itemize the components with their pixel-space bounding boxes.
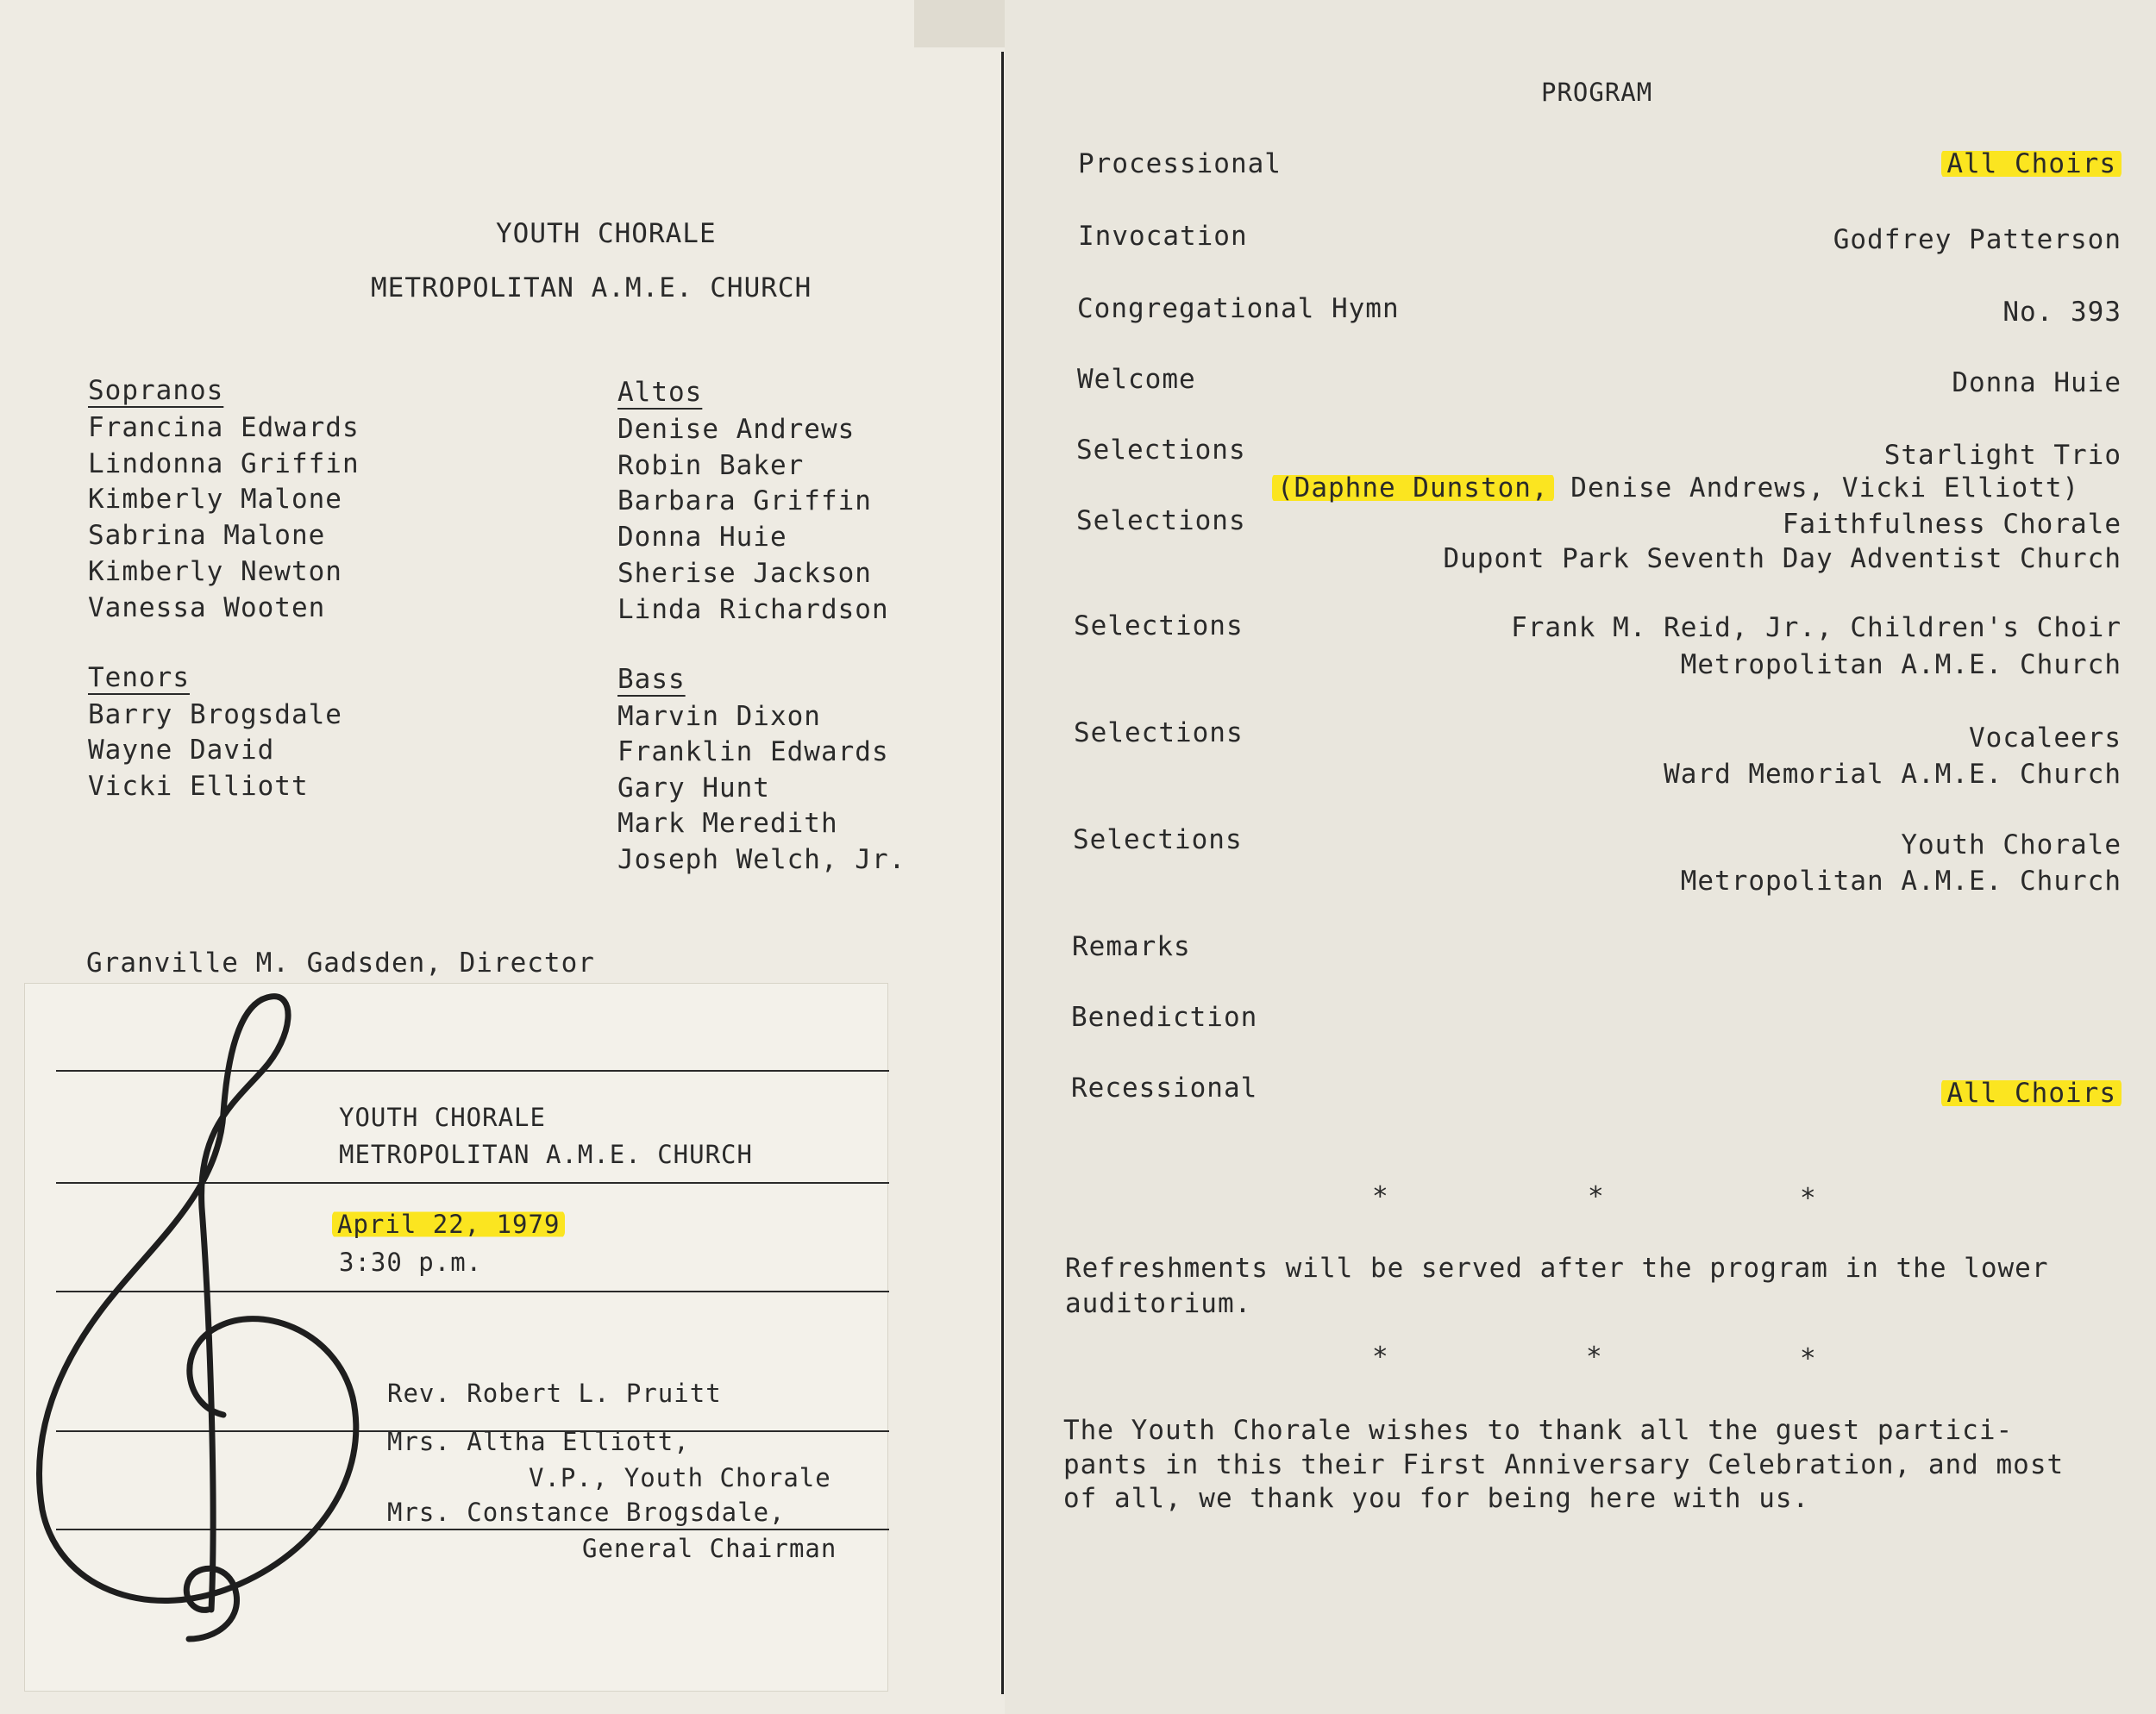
all-choirs-highlight: All Choirs [1941,1078,2122,1109]
program-item-church: Dupont Park Seventh Day Adventist Church [1443,543,2122,574]
sopranos-heading: Sopranos [88,375,224,406]
tenor-name: Barry Brogsdale [88,699,342,730]
alto-name: Donna Huie [617,522,787,553]
soprano-name: Kimberly Malone [88,484,342,515]
program-item-performer: Faithfulness Chorale [1782,509,2122,540]
tenors-heading: Tenors [88,662,190,693]
alto-name: Sherise Jackson [617,558,872,589]
pastor-name: Rev. Robert L. Pruitt [387,1379,722,1408]
alto-name: Linda Richardson [617,594,889,625]
asterisk-separator: * [1588,1181,1605,1212]
card-title: YOUTH CHORALE [339,1103,546,1132]
left-title: YOUTH CHORALE [496,218,717,249]
thanks-note: of all, we thank you for being here with us. [1063,1483,1810,1514]
event-time: 3:30 p.m. [339,1248,483,1277]
bass-name: Marvin Dixon [617,701,821,732]
soprano-name: Lindonna Griffin [88,448,360,479]
soprano-name: Sabrina Malone [88,520,326,551]
program-item-performer: No. 393 [2002,297,2122,328]
event-date-highlight: April 22, 1979 [332,1210,565,1239]
program-item-label: Congregational Hymn [1077,293,1400,324]
trio-members-rest: Denise Andrews, Vicki Elliott) [1553,472,2080,504]
program-item-label: Selections [1076,505,1246,536]
program-item-label: Selections [1073,824,1243,855]
program-item-label: Benediction [1071,1002,1258,1033]
program-item-performer: Youth Chorale [1901,829,2122,860]
program-item-label: Selections [1076,435,1246,466]
altos-heading: Altos [617,377,703,408]
program-item-label: Processional [1078,148,1282,179]
left-subtitle: METROPOLITAN A.M.E. CHURCH [371,272,812,303]
program-item-performer: Starlight Trio [1883,440,2122,471]
thanks-note: The Youth Chorale wishes to thank all the guest partici- [1063,1415,2014,1446]
refreshments-note: auditorium. [1065,1288,1252,1319]
program-item-performer [1941,148,2122,179]
program-item-label: Selections [1074,610,1244,641]
program-item-church: Ward Memorial A.M.E. Church [1664,759,2122,790]
bass-name: Joseph Welch, Jr. [617,844,906,875]
bass-heading: Bass [617,664,686,695]
bass-name: Mark Meredith [617,808,838,839]
asterisk-separator: * [1800,1183,1817,1214]
soprano-name: Kimberly Newton [88,556,342,587]
vp-title: V.P., Youth Chorale [529,1463,831,1492]
tenor-name: Wayne David [88,735,275,766]
trio-member-highlight: (Daphne Dunston, [1272,472,1554,504]
thanks-note: pants in this their First Anniversary Celebration, and most [1063,1449,2065,1480]
program-item-label: Recessional [1071,1073,1258,1104]
alto-name: Denise Andrews [617,414,856,445]
alto-name: Barbara Griffin [617,485,872,516]
asterisk-separator: * [1372,1342,1389,1373]
asterisk-separator: * [1372,1181,1389,1212]
director-line: Granville M. Gadsden, Director [86,948,595,979]
program-item-label: Welcome [1077,364,1196,395]
program-item-performer: Godfrey Patterson [1833,224,2122,255]
bass-name: Franklin Edwards [617,736,889,767]
bass-name: Gary Hunt [617,773,770,804]
program-item-performer: Donna Huie [1952,367,2122,398]
vp-name: Mrs. Altha Elliott, [387,1427,690,1456]
program-item-performer [1941,1078,2122,1109]
soprano-name: Vanessa Wooten [88,592,326,623]
asterisk-separator: * [1800,1343,1817,1374]
program-item-label: Remarks [1072,931,1191,962]
program-item-label: Selections [1074,717,1244,748]
refreshments-note: Refreshments will be served after the program in the lower [1065,1253,2049,1284]
right-page [1005,0,2156,1714]
event-date [332,1210,565,1239]
program-item-church: Metropolitan A.M.E. Church [1680,866,2122,897]
program-heading: PROGRAM [1541,78,1653,107]
page-fold [1001,52,1004,1694]
all-choirs-highlight: All Choirs [1941,148,2122,179]
trio-members [1272,472,2079,504]
asterisk-separator: * [1586,1342,1603,1373]
left-page [0,0,1005,1714]
invitation-card [24,983,888,1692]
chair-name: Mrs. Constance Brogsdale, [387,1498,786,1527]
soprano-name: Francina Edwards [88,412,360,443]
chair-title: General Chairman [582,1534,837,1563]
card-church: METROPOLITAN A.M.E. CHURCH [339,1140,753,1169]
treble-clef-icon [25,984,387,1691]
program-item-church: Metropolitan A.M.E. Church [1680,649,2122,680]
alto-name: Robin Baker [617,450,805,481]
program-item-label: Invocation [1078,221,1248,252]
program-item-performer: Frank M. Reid, Jr., Children's Choir [1511,612,2122,643]
program-item-performer: Vocaleers [1969,723,2122,754]
tenor-name: Vicki Elliott [88,771,309,802]
